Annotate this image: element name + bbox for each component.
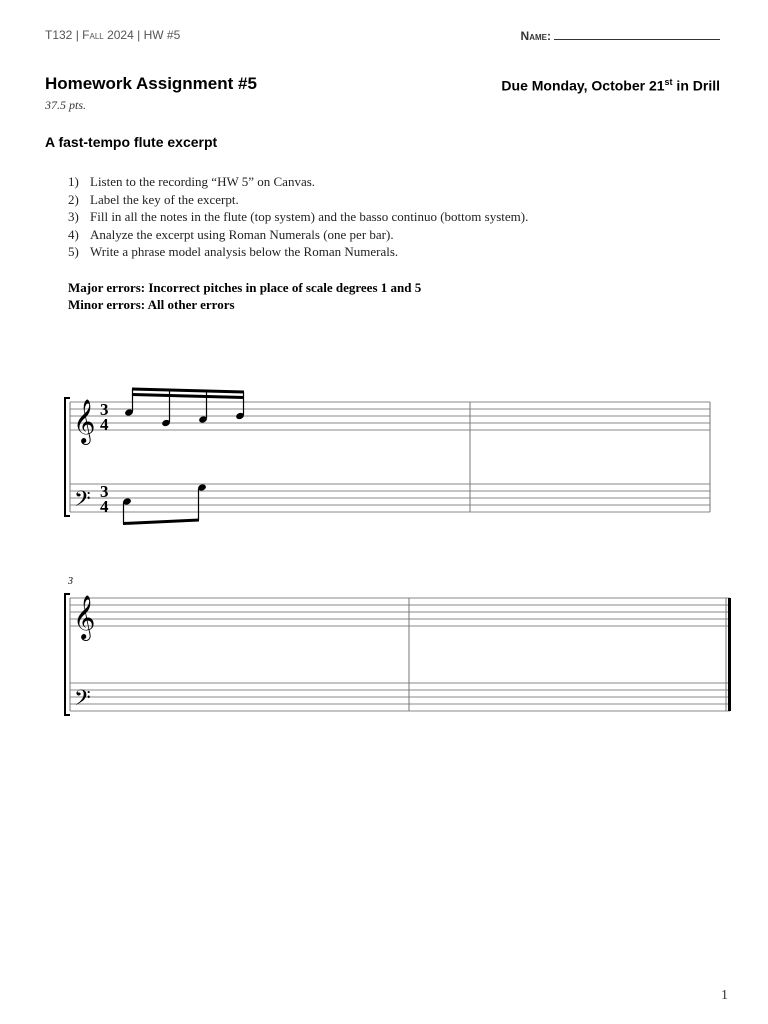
item-text: Analyze the excerpt using Roman Numerals (one per bar).	[90, 226, 394, 242]
bass-notes	[122, 483, 207, 505]
minor-errors: Minor errors: All other errors	[68, 297, 235, 312]
due-prefix: Due Monday, October 21	[501, 77, 665, 94]
item-number: 5)	[68, 244, 79, 259]
note-beam	[123, 519, 199, 526]
hw-number: HW #5	[143, 28, 181, 42]
section-subtitle: A fast-tempo flute excerpt	[45, 134, 218, 150]
item-text: Write a phrase model analysis below the Roman Numerals.	[90, 244, 399, 259]
measure-number: 3	[68, 576, 73, 587]
separator: |	[75, 28, 79, 42]
due-ordinal: st	[664, 77, 673, 87]
item-number: 2)	[68, 191, 79, 207]
item-text: Label the key of the excerpt.	[90, 191, 239, 207]
due-suffix: in Drill	[672, 77, 720, 94]
treble-clef-icon: 𝄞	[73, 399, 96, 443]
time-sig-top: 3	[100, 482, 109, 501]
item-text: Listen to the recording “HW 5” on Canvas.	[90, 174, 316, 189]
points: 37.5 pts.	[45, 98, 87, 112]
name-label: Name:	[520, 29, 551, 43]
note-beam	[132, 388, 244, 394]
item-number: 1)	[68, 174, 79, 189]
note-beam	[132, 393, 244, 399]
system1-bracket	[65, 398, 70, 516]
system2-final-thick-barline	[728, 598, 731, 711]
term: Fall 2024	[82, 28, 134, 42]
separator: |	[137, 28, 141, 42]
bass-clef-icon: 𝄢	[74, 487, 91, 517]
time-sig-bottom: 4	[100, 415, 109, 434]
major-errors: Major errors: Incorrect pitches in place of scale degrees 1 and 5	[68, 280, 422, 295]
page-number: 1	[721, 988, 728, 1003]
item-text: Fill in all the notes in the flute (top system) and the basso continuo (bottom system).	[90, 209, 529, 224]
system2-bass-staff	[70, 683, 730, 711]
system2-treble-staff	[70, 598, 730, 626]
time-sig-bottom: 4	[100, 497, 109, 516]
course-code: T132	[45, 28, 73, 42]
flute-notes	[124, 408, 245, 427]
system2-bracket	[65, 594, 70, 715]
system1-bass-staff	[70, 484, 710, 512]
item-number: 4)	[68, 226, 79, 242]
assignment-title: Homework Assignment #5	[45, 74, 257, 93]
bass-clef-icon: 𝄢	[74, 686, 91, 716]
item-number: 3)	[68, 209, 79, 224]
treble-clef-icon: 𝄞	[73, 595, 96, 639]
time-sig-top: 3	[100, 400, 109, 419]
